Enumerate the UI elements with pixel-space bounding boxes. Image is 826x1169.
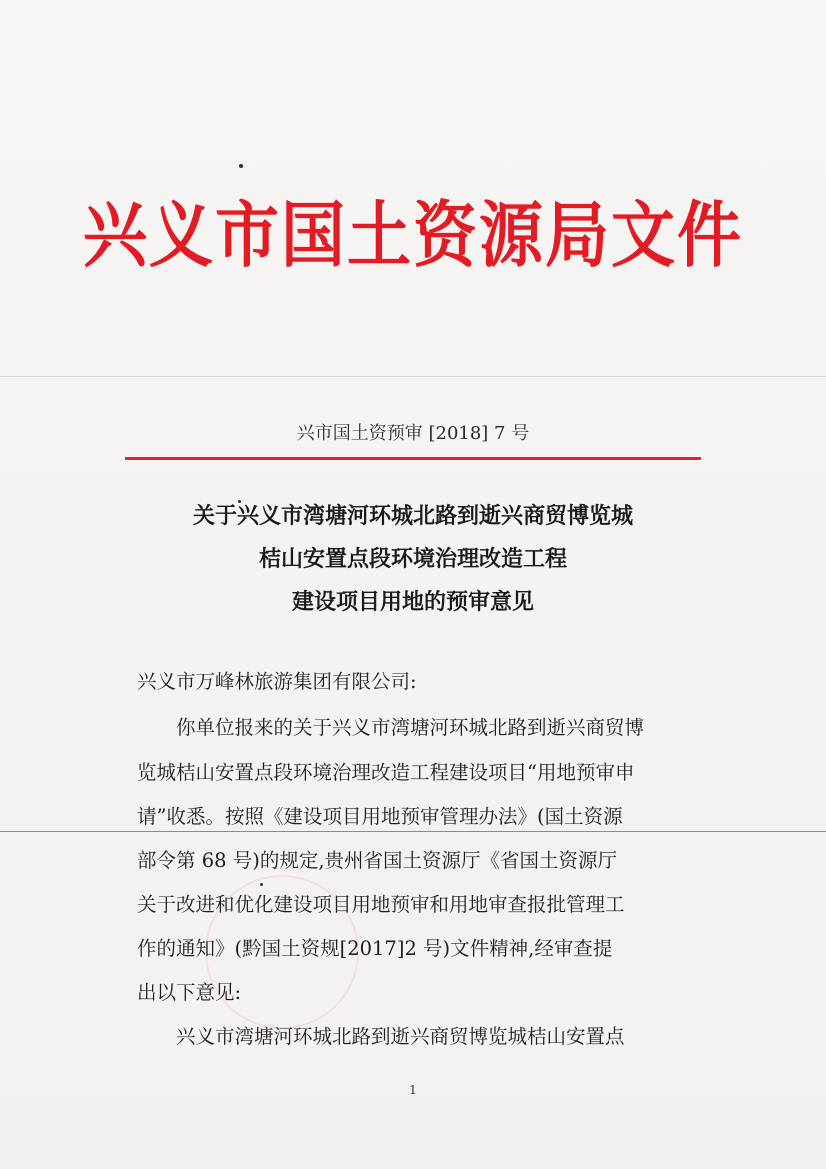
body-line: 出以下意见: [137, 981, 242, 1004]
body-line: 关于改进和优化建设项目用地预审和用地审查报批管理工 [137, 893, 625, 916]
speck [260, 883, 263, 886]
subject-line-3: 建设项目用地的预审意见 [291, 590, 534, 615]
header-title: 兴义市国土资源局文件 [83, 194, 743, 278]
body-line: 览城桔山安置点段环境治理改造工程建设项目“用地预审申 [137, 761, 635, 784]
red-divider [125, 457, 701, 460]
body-line: 兴义市湾塘河环城北路到逝兴商贸博览城桔山安置点 [176, 1025, 625, 1048]
addressee: 兴义市万峰林旅游集团有限公司: [137, 670, 417, 693]
body-line: 你单位报来的关于兴义市湾塘河环城北路到逝兴商贸博 [176, 716, 645, 739]
fold-line [0, 376, 826, 377]
scan-line [0, 831, 826, 832]
page-number: 1 [409, 1083, 417, 1097]
body-line: 部令第 68 号)的规定,贵州省国土资源厅《省国土资源厅 [137, 849, 618, 872]
subject-line-1: 关于兴义市湾塘河环城北路到逝兴商贸博览城 [192, 504, 633, 529]
body-line: 作的通知》(黔国土资规[2017]2 号)文件精神,经审查提 [137, 937, 613, 960]
subject-line-2: 桔山安置点段环境治理改造工程 [258, 547, 567, 572]
body-line: 请”收悉。按照《建设项目用地预审管理办法》(国土资源 [137, 805, 623, 828]
document-number: 兴市国土资预审 [2018] 7 号 [296, 423, 530, 444]
speck [239, 164, 243, 168]
